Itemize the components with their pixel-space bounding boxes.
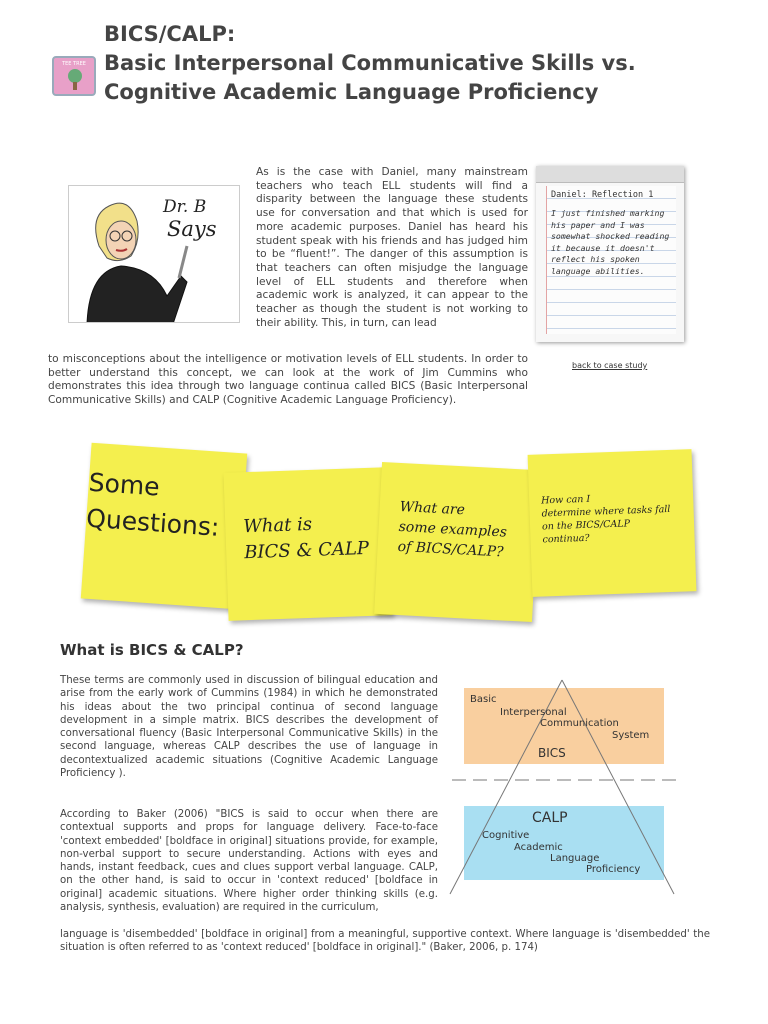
tree-trunk <box>73 82 77 90</box>
bics-word-1: Basic <box>470 694 497 705</box>
cartoon-caption-2: Says <box>167 217 217 241</box>
page-title <box>104 20 636 107</box>
note4-line2: determine where tasks fall <box>541 503 671 520</box>
note3-line1: What are <box>399 498 466 519</box>
notepad-title: Daniel: Reflection 1 <box>551 190 654 200</box>
calp-word-1: Cognitive <box>482 830 530 841</box>
note2-line2: BICS & CALP <box>243 537 370 564</box>
back-to-case-study-link[interactable]: back to case study <box>572 361 648 370</box>
calp-word-3: Language <box>550 853 600 864</box>
sticky-note-examples[interactable] <box>374 462 540 622</box>
note4-line3: on the BICS/CALP <box>541 518 631 533</box>
calp-word-2: Academic <box>514 842 563 853</box>
logo <box>52 56 96 96</box>
teacher-illustration <box>69 186 240 323</box>
bics-word-2: Interpersonal <box>500 707 567 718</box>
bics-word-3: Communication <box>540 718 619 729</box>
section-paragraph-1: These terms are commonly used in discussion of bilingual education and arise from the early work of Cummins (1984) in which he demonstrated his ideas about the two principal continua of second language development in a simple matrix. BICS describes the development of conversational fluency (Basic Interpersonal Communicative Skills) in the second language, whereas CALP describes the use of language in decontextualized academic situations (Cognitive Academic Language Proficiency ). <box>60 675 438 780</box>
sticky-note-determine[interactable] <box>528 449 697 597</box>
reflection-notepad <box>536 166 684 342</box>
note3-line2: some examples <box>398 518 508 541</box>
note1-line2: Questions: <box>85 503 221 542</box>
bics-label: BICS <box>538 746 566 760</box>
sticky-note-what-is[interactable] <box>223 467 392 621</box>
title-line-1: BICS/CALP: <box>104 22 236 46</box>
note2-line1: What is <box>242 513 313 538</box>
title-line-3: Cognitive Academic Language Proficiency <box>104 80 599 104</box>
notepad-body: I just finished marking his paper and I was somewhat shocked reading it because it doesn't reflect his spoken language abilities. <box>551 208 670 276</box>
note4-line1: How can I <box>540 493 591 507</box>
tree-icon <box>68 69 82 83</box>
note3-line3: of BICS/CALP? <box>397 538 504 561</box>
sticky-note-some-questions <box>81 443 248 610</box>
bics-calp-diagram <box>446 676 678 898</box>
bics-word-4: System <box>612 730 650 741</box>
section-paragraph-2: According to Baker (2006) "BICS is said to occur when there are contextual supports and props for language delivery. Face-to-face 'context embedded' [boldface in original] situations provide, for example, non-verbal support to secure understanding. Actions with eyes and hands, instant feedback, cues and clues support verbal language. CALP, on the other hand, is said to occur in 'context reduced' [boldface in original] academic situations. Where higher order thinking skills (e.g. analysis, synthesis, evaluation) are required in the curriculum, <box>60 809 438 914</box>
note1-line1: Some <box>87 467 161 502</box>
notepad-binding <box>536 166 684 183</box>
cartoon-caption-1: Dr. B <box>163 197 207 217</box>
intro-paragraph-bottom: to misconceptions about the intelligence or motivation levels of ELL students. In order to better understand this concept, we can look at the work of Jim Cummins who demonstrates this idea through two language continua called BICS (Basic Interpersonal Communicative Skills) and CALP (Cognitive Academic Language Proficiency). <box>48 353 528 407</box>
note4-line4: continua? <box>542 532 590 546</box>
calp-label: CALP <box>532 810 568 826</box>
intro-paragraph-top: As is the case with Daniel, many mainstream teachers who teach ELL students will find a disparity between the language these students use for conversation and that which is used for more academic purposes. Daniel has heard his student speak with his friends and has judged him to be “fluent!”. The danger of this assumption is that teachers can often misjudge the language level of ELL students and therefore when academic work is analyzed, it can appear to the teacher as though the student is not working to their ability. This, in turn, can lead <box>256 166 528 329</box>
dr-b-cartoon <box>68 185 240 323</box>
calp-word-4: Proficiency <box>586 864 641 875</box>
section-heading: What is BICS & CALP? <box>60 641 244 659</box>
title-line-2: Basic Interpersonal Communicative Skills vs. <box>104 51 636 75</box>
logo-text: TEE TREE <box>62 61 86 67</box>
notepad-page <box>546 186 676 334</box>
section-paragraph-3: language is 'disembedded' [boldface in original] from a meaningful, supportive context. Where language is 'disembedded' the situation is often referred to as 'context reduced' [boldface in original]." (Baker, 2006, p. 174) <box>60 929 710 954</box>
